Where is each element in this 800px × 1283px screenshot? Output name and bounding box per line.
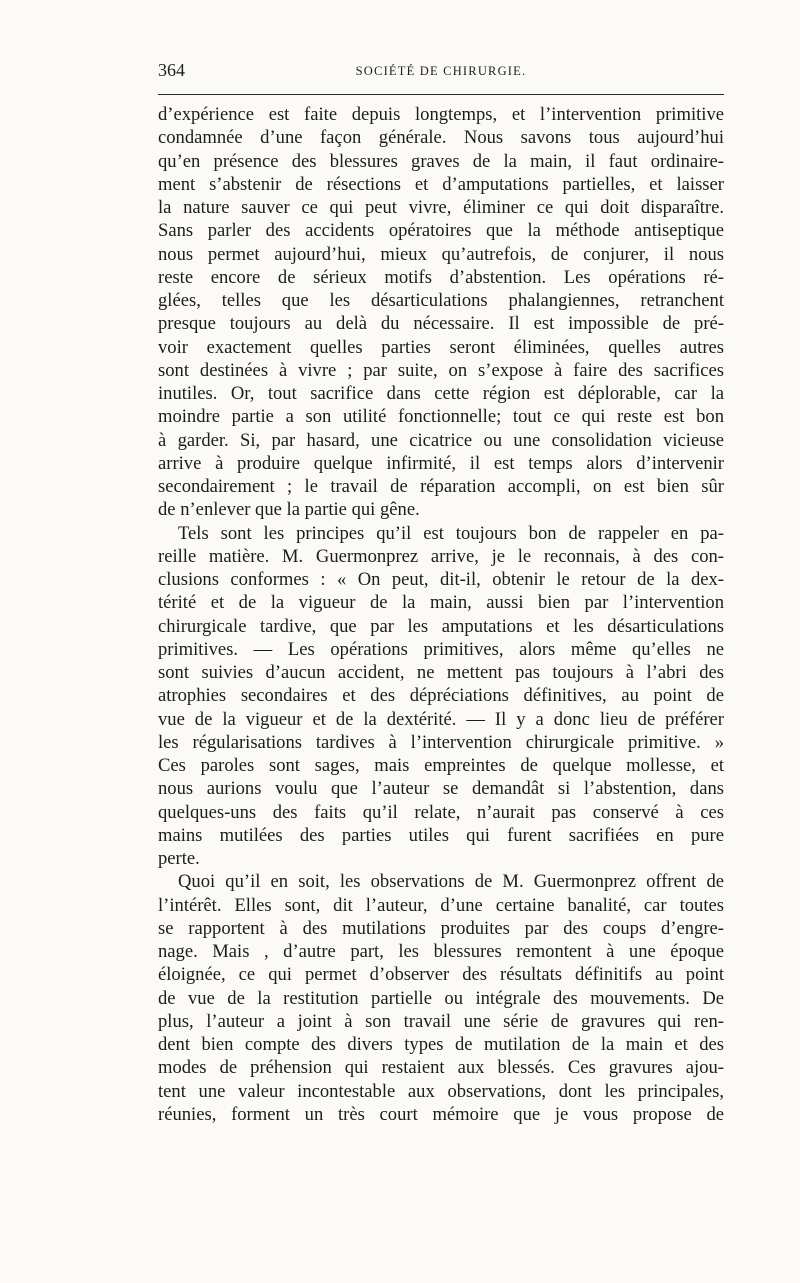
text-line: chirurgicale tardive, que par les amputations et les désarticulations xyxy=(158,615,724,637)
text-line: à garder. Si, par hasard, une cicatrice ou une consolidation vicieuse xyxy=(158,429,724,451)
text-line: voir exactement quelles parties seront éliminées, quelles autres xyxy=(158,336,724,358)
text-line: clusions conformes : « On peut, dit-il, obtenir le retour de la dex- xyxy=(158,569,724,590)
text-line: sont destinées à vivre ; par suite, on s’expose à faire des sacrifices xyxy=(158,359,724,381)
text-line: se rapportent à des mutilations produites par des coups d’engre- xyxy=(158,917,724,939)
text-line: modes de préhension qui restaient aux blessés. Ces gravures ajou- xyxy=(158,1057,724,1079)
text-line: Tels sont les principes qu’il est toujours bon de rappeler en pa- xyxy=(178,522,724,544)
text-line: Sans parler des accidents opératoires que la méthode antiseptique xyxy=(158,220,724,242)
text-line: l’intérêt. Elles sont, dit l’auteur, d’une certaine banalité, car toutes xyxy=(158,894,724,916)
text-line: tent une valeur incontestable aux observations, dont les principales, xyxy=(158,1080,724,1102)
text-line: térité et de la vigueur de la main, aussi bien par l’intervention xyxy=(158,592,724,614)
page-header xyxy=(158,58,724,95)
text-line: les régularisations tardives à l’intervention chirurgicale primitive. » xyxy=(158,731,724,753)
text-line: plus, l’auteur a joint à son travail une série de gravures qui ren- xyxy=(158,1010,724,1032)
text-line: inutiles. Or, tout sacrifice dans cette région est déplorable, car la xyxy=(158,383,724,404)
text-line: sont suivies d’aucun accident, ne mettent pas toujours à l’abri des xyxy=(158,662,724,683)
paragraph xyxy=(158,103,724,522)
text-line: éloignée, ce qui permet d’observer des résultats définitifs au point xyxy=(158,964,724,986)
body-text xyxy=(158,103,724,1126)
text-line: d’expérience est faite depuis longtemps, et l’intervention primitive xyxy=(158,104,724,125)
text-line: vue de la vigueur et de la dextérité. — Il y a donc lieu de préférer xyxy=(158,708,724,730)
text-line: dent bien compte des divers types de mutilation de la main et des xyxy=(158,1034,724,1055)
text-line: secondairement ; le travail de réparation accompli, on est bien sûr xyxy=(158,476,724,497)
page-number: 364 xyxy=(158,60,185,80)
text-line: la nature sauver ce qui peut vivre, éliminer ce qui doit disparaître. xyxy=(158,197,724,218)
text-line: qu’en présence des blessures graves de la main, il faut ordinaire- xyxy=(158,150,724,172)
text-line: ment s’abstenir de résections et d’amputations partielles, et laisser xyxy=(158,173,724,195)
text-line: perte. xyxy=(158,848,200,869)
text-line: mains mutilées des parties utiles qui furent sacrifiées en pure xyxy=(158,824,724,846)
text-line: de n’enlever que la partie qui gêne. xyxy=(158,499,420,521)
text-line: quelques-uns des faits qu’il relate, n’aurait pas conservé à ces xyxy=(158,801,724,823)
text-line: nous aurions voulu que l’auteur se demandât si l’abstention, dans xyxy=(158,778,724,800)
text-line: reste encore de sérieux motifs d’abstention. Les opérations ré- xyxy=(158,266,724,288)
text-line: moindre partie a son utilité fonctionnelle; tout ce qui reste est bon xyxy=(158,406,724,428)
text-line: reille matière. M. Guermonprez arrive, je le reconnais, à des con- xyxy=(158,545,724,567)
text-line: de vue de la restitution partielle ou intégrale des mouvements. De xyxy=(158,987,724,1009)
text-line: réunies, forment un très court mémoire que je vous propose de xyxy=(158,1103,724,1125)
book-page xyxy=(158,58,724,1126)
text-line: nous permet aujourd’hui, mieux qu’autrefois, de conjurer, il nous xyxy=(158,243,724,265)
text-line: presque toujours au delà du nécessaire. Il est impossible de pré- xyxy=(158,313,724,335)
text-line: Ces paroles sont sages, mais empreintes de quelque mollesse, et xyxy=(158,755,724,776)
text-line: atrophies secondaires et des dépréciations définitives, au point de xyxy=(158,685,724,707)
running-head: SOCIÉTÉ DE CHIRURGIE. xyxy=(355,64,527,78)
text-line: arrive à produire quelque infirmité, il est temps alors d’intervenir xyxy=(158,452,724,474)
text-line: Quoi qu’il en soit, les observations de M. Guermonprez offrent de xyxy=(178,871,724,893)
text-line: primitives. — Les opérations primitives, alors même qu’elles ne xyxy=(158,638,724,660)
paragraph xyxy=(158,870,724,1126)
text-line: glées, telles que les désarticulations phalangiennes, retranchent xyxy=(158,290,724,311)
text-line: nage. Mais , d’autre part, les blessures remontent à une époque xyxy=(158,941,724,962)
paragraph xyxy=(158,522,724,871)
text-line: condamnée d’une façon générale. Nous savons tous aujourd’hui xyxy=(158,127,724,149)
